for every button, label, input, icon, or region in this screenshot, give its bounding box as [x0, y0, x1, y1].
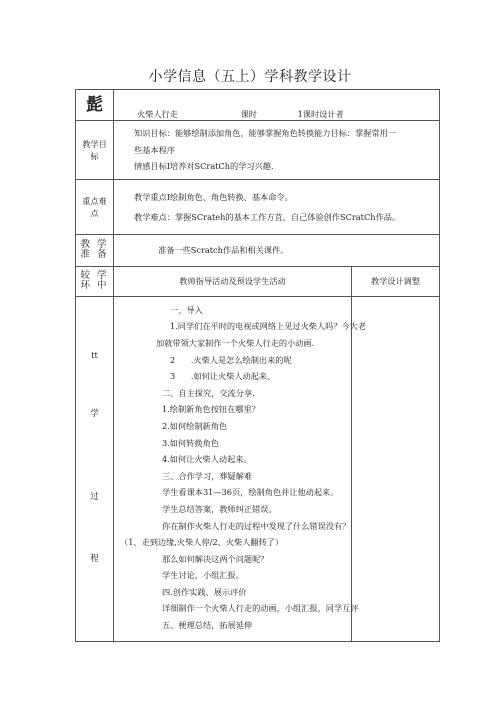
- activities-header: 教帅指导活动及预设学生活动: [114, 266, 352, 296]
- period-label: 课时: [240, 109, 257, 119]
- process-line: 1.绘制新角色按钮在哪里？: [162, 404, 260, 415]
- goals-content: 知识目标：能够绘制添加角色，能够掌握角色转换能力目标：掌握常用一 些基本程序 情感目标I培养对SCratCh的学习兴趣.: [114, 121, 440, 180]
- process-line: 加就带领大家制作一个火柴人行走的小动画.: [156, 337, 315, 348]
- keypoints-content: 教学重点I绘制角色、角色转换、基本命令。 教学难点：掌握SCrateh的基本工作方苴，自己体验创作SCratCh作品。: [114, 179, 440, 234]
- side-mark: 学: [90, 408, 99, 419]
- goals-row: [76, 121, 440, 180]
- process-line: 二、自主探究，交流分享.: [162, 387, 255, 398]
- prep-content: 准备一些Scratch作品和相关课件。: [114, 234, 440, 266]
- keypoints-label: 重点难点: [76, 179, 114, 234]
- lesson-plan-table: [75, 89, 440, 642]
- process-line: 2.如何绘制新角色: [162, 420, 228, 431]
- process-line: 1.同学们在平时的电视或网络上见过火柴人吗？今大老: [170, 321, 367, 332]
- header-row: [76, 90, 440, 121]
- process-label: 较 学 环 中: [76, 266, 114, 296]
- process-line: 五、梗理总结，拓展延伸: [162, 620, 253, 631]
- page-title: 小学信息（五上）学科教学设计: [148, 69, 352, 85]
- prep-label: 教 学 准 备: [76, 234, 114, 266]
- adjust-content: [352, 296, 440, 641]
- process-line: 4.如何让火柴人动起来。: [162, 454, 252, 465]
- process-line: 详细制作一个火柴人行走的动画，小组汇报，同学互评: [162, 603, 359, 614]
- lesson-info: [114, 90, 440, 121]
- side-mark: 程: [90, 553, 99, 564]
- keypoints-row: [76, 179, 440, 234]
- process-line: 一、导入: [170, 304, 203, 315]
- lesson-title: 火柴人行走: [137, 109, 178, 119]
- process-line: 你在制作火柴人行走的过程中发现了什么错误没有？: [162, 520, 351, 531]
- side-mark: 过: [90, 491, 99, 502]
- process-line: 学生总结答案，教师纠正错误。: [162, 503, 277, 514]
- process-line: 学生讨论，小组汇报。: [162, 570, 244, 581]
- process-row: [76, 296, 440, 641]
- process-side-marks: [76, 296, 114, 641]
- process-line: 学生看课本31—36页，绘制角色并让他动起来。: [162, 487, 339, 498]
- adjust-header: 教学设计调整: [352, 266, 440, 296]
- school-logo: 髭: [76, 90, 114, 121]
- process-line: 那么如何解决这两个问题呢？: [162, 553, 269, 564]
- designer-label: 1课时设计者: [297, 109, 344, 119]
- prep-row: [76, 234, 440, 266]
- process-line: 3 .如何让火柴人动起来、: [170, 371, 276, 382]
- process-header-row: [76, 266, 440, 296]
- process-line: 四.创作实践、展示评价: [162, 586, 247, 597]
- process-line: （1、走到边缘,火柴人停/2、火柴人翻转了）: [120, 537, 284, 548]
- process-line: 三、合作学习，葬疑解难: [162, 470, 253, 481]
- process-line: 2 .火柴人是怎么绘制出来的呢: [170, 354, 292, 365]
- goals-label: 教学目标: [76, 121, 114, 180]
- side-mark: tt: [91, 350, 98, 361]
- process-line: 3.如何转换角色: [162, 437, 219, 448]
- process-content: [114, 296, 367, 641]
